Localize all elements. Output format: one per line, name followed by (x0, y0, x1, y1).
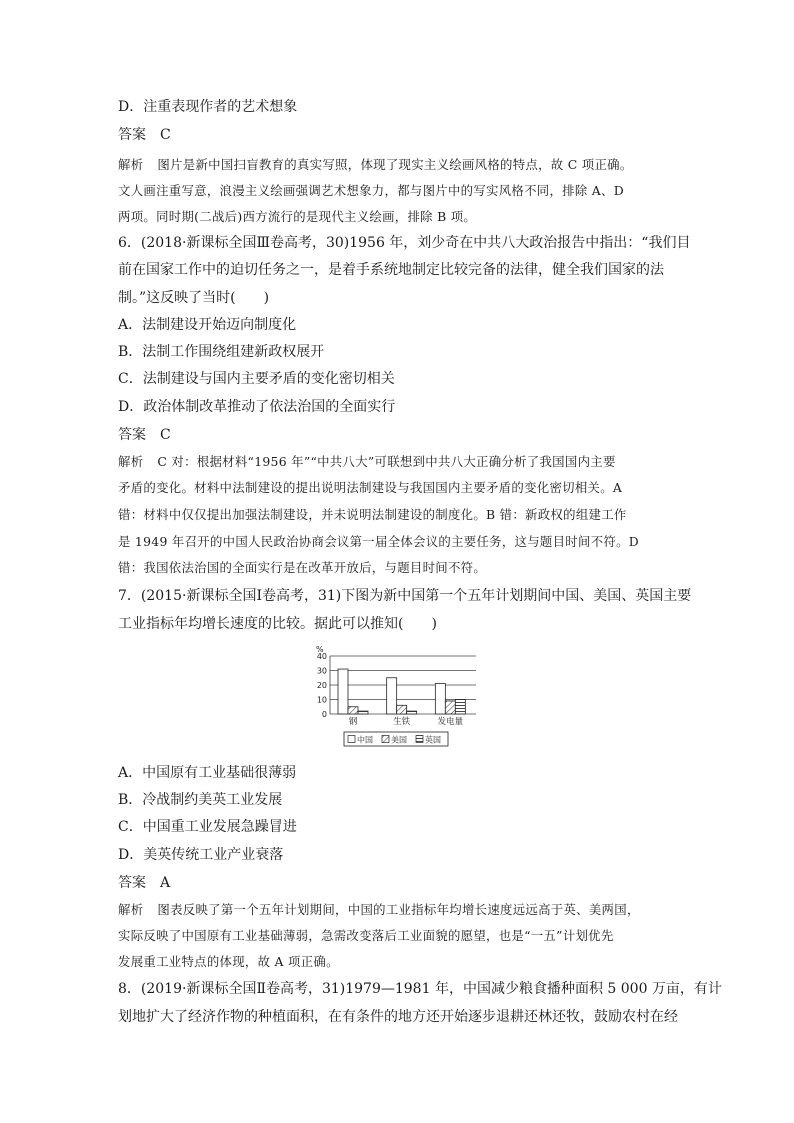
legend-swatch (382, 736, 389, 743)
line-text: 实际反映了中国原有工业基础薄弱，急需改变落后工业面貌的愿望，也是“一五”计划优先 (118, 928, 614, 943)
explanation-line (118, 952, 339, 970)
legend-label: 美国 (391, 735, 407, 745)
question-line (118, 96, 297, 116)
y-tick-label: 40 (316, 652, 327, 661)
bar-英国-发电量 (455, 700, 465, 715)
answer-line (118, 124, 171, 144)
question-line (118, 585, 691, 605)
explanation-line (118, 532, 639, 550)
line-text: D．美英传统工业产业衰落 (118, 847, 284, 863)
bar-美国-生铁 (397, 705, 407, 714)
answer-line (118, 872, 170, 892)
explanation-line (118, 452, 616, 470)
explanation-line (118, 181, 624, 199)
y-tick-label: 30 (316, 666, 327, 676)
line-text: C 对：根据材料“1956 年”“中共八大”可联想到中共八大正确分析了我国国内主要 (157, 454, 616, 469)
bar-中国-钢 (338, 669, 348, 714)
question-line (118, 287, 269, 307)
line-text: 7．(2015·新课标全国Ⅰ卷高考，31)下图为新中国第一个五年计划期间中国、美国、英国主要 (118, 588, 692, 604)
bar-中国-发电量 (435, 684, 445, 714)
answer-label: 答案 (118, 127, 146, 143)
legend-swatch (416, 736, 423, 743)
y-tick-label: 10 (316, 695, 327, 705)
legend-swatch (348, 736, 355, 743)
question-line (118, 762, 296, 782)
bar-英国-生铁 (407, 711, 417, 714)
question-line (118, 1006, 678, 1026)
line-text: C．法制建设与国内主要矛盾的变化密切相关 (118, 371, 395, 387)
line-text: 两项。同时期(二战后)西方流行的是现代主义绘画，排除 B 项。 (118, 209, 477, 224)
line-text: C (160, 127, 171, 143)
bar-美国-发电量 (445, 701, 455, 714)
explanation-line (118, 900, 640, 918)
answer-label: 答案 (118, 875, 146, 891)
line-text: 文人画注重写意，浪漫主义绘画强调艺术想象力，都与图片中的写实风格不同，排除 A、D (118, 183, 624, 198)
legend-label: 中国 (357, 735, 373, 745)
question-line (118, 368, 395, 388)
explanation-line (118, 926, 614, 944)
answer-line (118, 424, 171, 444)
line-text: 划地扩大了经济作物的种植面积，在有条件的地方还开始逐步退耕还林还牧，鼓励农村在经 (118, 1009, 678, 1025)
explanation-label: 解析 (118, 454, 144, 469)
question-line (118, 613, 437, 633)
question-line (118, 816, 297, 836)
line-text: 矛盾的变化。材料中法制建设的提出说明法制建设与我国国内主要矛盾的变化密切相关。A (118, 480, 623, 495)
line-text: A．中国原有工业基础很薄弱 (118, 765, 297, 781)
line-text: 错：我国依法治国的全面实行是在改革开放后，与题目时间不符。 (118, 560, 487, 575)
bar-中国-生铁 (387, 678, 397, 714)
explanation-label: 解析 (118, 902, 144, 917)
industry-growth-chart (300, 644, 480, 750)
x-category-label: 钢 (348, 717, 358, 727)
y-tick-label: 0 (321, 710, 327, 719)
x-category-label: 生铁 (393, 717, 411, 727)
line-text: C (160, 427, 171, 443)
line-text: 6．(2018·新课标全国Ⅲ卷高考，30)1956 年，刘少奇在中共八大政治报告中指出：“我们目 (118, 235, 691, 251)
line-text: B．法制工作围绕组建新政权展开 (118, 344, 325, 360)
line-text: B．冷战制约美英工业发展 (118, 792, 283, 808)
question-line (118, 341, 324, 361)
explanation-line (118, 558, 486, 576)
question-line (118, 978, 722, 998)
line-text: C．中国重工业发展急躁冒进 (118, 819, 297, 835)
bar-英国-钢 (358, 711, 368, 714)
line-text: 发展重工业特点的体现，故 A 项正确。 (118, 954, 339, 969)
explanation-line (118, 155, 633, 173)
answer-label: 答案 (118, 427, 146, 443)
question-line (118, 396, 395, 416)
line-text: 图表反映了第一个五年计划期间，中国的工业指标年均增长速度远远高于英、美两国， (157, 902, 640, 917)
question-line (118, 259, 664, 279)
line-text: 工业指标年均增长速度的比较。据此可以推知( ) (118, 616, 437, 632)
line-text: 图片是新中国扫盲教育的真实写照，体现了现实主义绘画风格的特点，故 C 项正确。 (157, 157, 633, 172)
bar-chart-svg (300, 644, 480, 750)
explanation-line (118, 207, 476, 225)
question-line (118, 232, 690, 252)
explanation-label: 解析 (118, 157, 144, 172)
line-text: 错：材料中仅仅提出加强法制建设，并未说明法制建设的制度化。B 错：新政权的组建工作 (118, 507, 627, 522)
line-text: 是 1949 年召开的中国人民政治协商会议第一届全体会议的主要任务，这与题目时间不符。D (118, 534, 639, 549)
line-text: A．法制建设开始迈向制度化 (118, 317, 297, 333)
line-text: A (160, 875, 171, 891)
line-text: 制。”这反映了当时( ) (118, 290, 270, 306)
y-tick-label: 20 (316, 681, 327, 690)
question-line (118, 789, 282, 809)
legend-label: 英国 (425, 735, 441, 745)
line-text: D．注重表现作者的艺术想象 (118, 99, 298, 115)
x-category-label: 发电量 (437, 717, 464, 727)
y-axis-unit-label: % (316, 645, 324, 654)
question-line (118, 844, 283, 864)
bar-美国-钢 (348, 707, 358, 714)
line-text: 8．(2019·新课标全国Ⅱ卷高考，31)1979—1981 年，中国减少粮食播种面积 5 000 万亩，有计 (118, 981, 722, 997)
line-text: D．政治体制改革推动了依法治国的全面实行 (118, 399, 396, 415)
explanation-line (118, 478, 622, 496)
line-text: 前在国家工作中的迫切任务之一，是着手系统地制定比较完备的法律，健全我们国家的法 (118, 262, 664, 278)
question-line (118, 314, 296, 334)
explanation-line (118, 505, 627, 523)
